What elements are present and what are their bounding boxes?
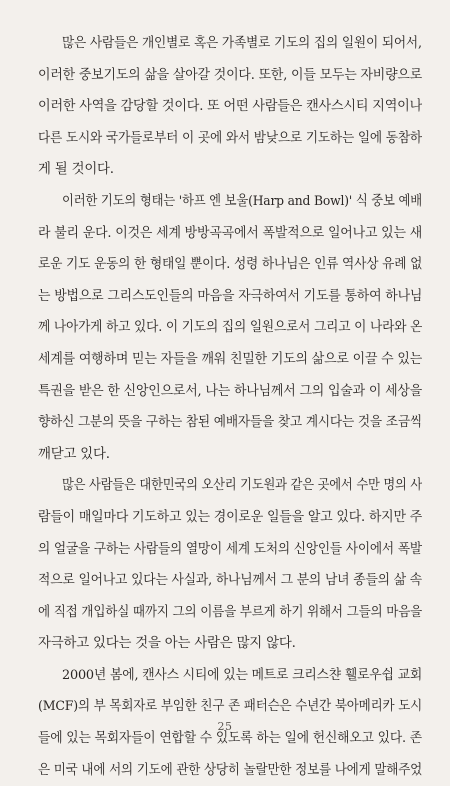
text-line: 이러한 사역을 감당할 것이다. 또 어떤 사람들은 캔사스시티 지역이나	[38, 99, 422, 115]
text-line: 들에 있는 목회자들이 연합할 수 있도록 하는 일에 헌신해오고 있다. 존	[38, 731, 422, 747]
text-line: 향하신 그분의 뜻을 구하는 참된 예배자들을 찾고 계시다는 것을 조금씩	[38, 415, 422, 431]
text-line: 에 직접 개입하실 때까지 그의 이름을 부르게 하기 위해서 그들의 마음을	[38, 604, 422, 620]
text-line: 람들이 매일마다 기도하고 있는 경이로운 일들을 알고 있다. 하지만 주	[38, 509, 422, 525]
text-line: 자극하고 있다는 것을 아는 사람은 많지 않다.	[38, 636, 296, 652]
text-line: 적으로 일어나고 있다는 사실과, 하나님께서 그 분의 남녀 종들의 삶 속	[38, 573, 422, 589]
body-text	[38, 28, 422, 786]
text-line: 2000년 봄에, 캔사스 시티에 있는 메트로 크리스챤 휄로우쉽 교회	[62, 667, 422, 683]
text-line: 은 미국 내에 서의 기도에 관한 상당히 놀랄만한 정보를 나에게 말해주었	[38, 762, 422, 778]
text-line: 특권을 받은 한 신앙인으로서, 나는 하나님께서 그의 입술과 이 세상을	[38, 383, 422, 399]
text-line: 라 불리 운다. 이것은 세계 방방곡곡에서 폭발적으로 일어나고 있는 새	[38, 225, 422, 241]
text-line: 의 얼굴을 구하는 사람들의 열망이 세계 도처의 신앙인들 사이에서 폭발	[38, 541, 422, 557]
page-number: 25	[217, 720, 233, 733]
text-line: 다른 도시와 국가들로부터 이 곳에 와서 밤낮으로 기도하는 일에 동참하	[38, 130, 422, 146]
text-line: 이러한 기도의 형태는 '하프 엔 보울(Harp and Bowl)' 식 중보 예배	[62, 193, 422, 209]
text-line: 게 될 것이다.	[38, 162, 114, 178]
text-line: 께 나아가게 하고 있다. 이 기도의 집의 일원으로서 그리고 이 나라와 온	[38, 320, 422, 336]
text-line: 이러한 중보기도의 삶을 살아갈 것이다. 또한, 이들 모두는 자비량으로	[38, 67, 422, 83]
text-line: 세계를 여행하며 믿는 자들을 깨워 친밀한 기도의 삶으로 이끌 수 있는	[38, 351, 422, 367]
text-line: 많은 사람들은 개인별로 혹은 가족별로 기도의 집의 일원이 되어서,	[62, 36, 422, 51]
text-line: 많은 사람들은 대한민국의 오산리 기도원과 같은 곳에서 수만 명의 사	[62, 478, 422, 494]
text-line: (MCF)의 부 목회자로 부임한 친구 존 패터슨은 수년간 북아메리카 도시	[38, 699, 422, 715]
text-line: 로운 기도 운동의 한 형태일 뿐이다. 성령 하나님은 인류 역사상 유례 없	[38, 257, 422, 273]
text-line: 는 방법으로 그리스도인들의 마음을 자극하여서 기도를 통하여 하나님	[38, 288, 422, 304]
text-line: 깨닫고 있다.	[38, 446, 110, 462]
